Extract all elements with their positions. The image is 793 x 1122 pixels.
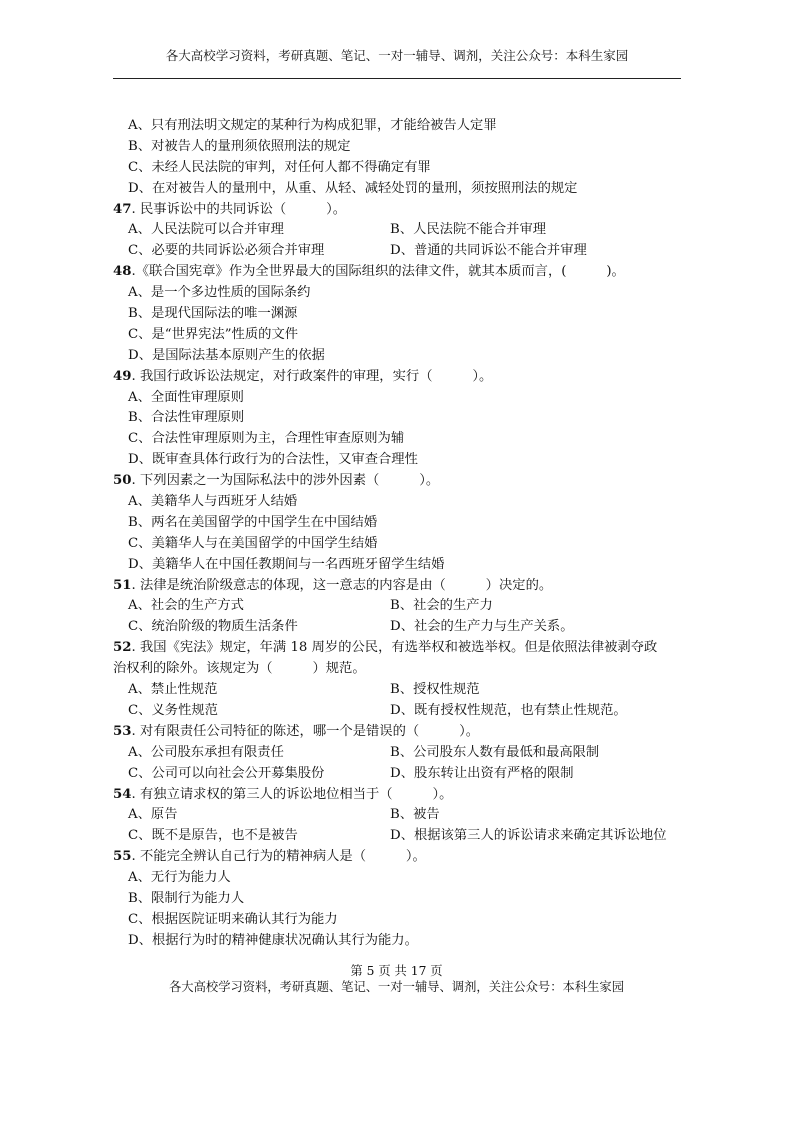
option-line: C、根据医院证明来确认其行为能力 <box>128 911 338 927</box>
option-left: C、既不是原告，也不是被告 <box>128 828 298 844</box>
page-number: 第 5 页 共 17 页 <box>350 964 443 978</box>
option-left: C、公司可以向社会公开募集股份 <box>128 765 325 781</box>
option-line: A、只有刑法明文规定的某种行为构成犯罪，才能给被告人定罪 <box>128 118 497 133</box>
option-line: D、是国际法基本原则产生的依据 <box>128 347 325 363</box>
option-row <box>113 220 688 241</box>
question-line <box>113 785 688 806</box>
option-right: D、既有授权性规范，也有禁止性规范。 <box>390 702 627 718</box>
question-number: 48 <box>113 264 132 280</box>
option-line: A、美籍华人与西班牙人结婚 <box>128 494 298 510</box>
option-left: C、统治阶级的物质生活条件 <box>128 619 298 635</box>
page-header: 各大高校学习资料，考研真题、笔记、一对一辅导、调剂，关注公众号：本科生家园 <box>165 48 629 63</box>
option-line: B、两名在美国留学的中国学生在中国结婚 <box>128 514 378 530</box>
option-left: A、公司股东承担有限责任 <box>128 744 284 760</box>
question-number: 55 <box>113 849 132 865</box>
question-number: 54 <box>113 786 132 802</box>
option-right: B、人民法院不能合并审理 <box>390 222 547 238</box>
option-line: D、在对被告人的量刑中，从重、从轻、减轻处罚的量刑，须按照刑法的规定 <box>128 180 578 196</box>
question-line <box>113 847 688 868</box>
option-left: A、社会的生产方式 <box>128 598 244 614</box>
question-text: . 下列因素之一为国际私法中的涉外因素（ ）。 <box>131 473 440 489</box>
option-right: D、普通的共同诉讼不能合并审理 <box>390 243 587 259</box>
option-right: B、社会的生产力 <box>390 598 493 614</box>
option-line: D、美籍华人在中国任教期间与一名西班牙留学生结婚 <box>128 556 445 572</box>
option-right: B、被告 <box>390 807 440 823</box>
option-line: C、合法性审理原则为主，合理性审查原则为辅 <box>128 431 405 447</box>
page-footer-note: 各大高校学习资料，考研真题、笔记、一对一辅导、调剂，关注公众号：本科生家园 <box>169 980 624 994</box>
question-number: 50 <box>113 473 132 489</box>
question-text: . 法律是统治阶级意志的体现，这一意志的内容是由（ ）决定的。 <box>131 577 553 593</box>
option-right: D、根据该第三人的诉讼请求来确定其诉讼地位 <box>390 828 667 844</box>
option-right: B、授权性规范 <box>390 682 480 698</box>
question-line <box>113 367 688 388</box>
option-row <box>113 701 688 722</box>
question-line <box>113 200 688 221</box>
question-continuation: 治权利的除外。该规定为（ ）规范。 <box>113 661 366 677</box>
option-line: A、无行为能力人 <box>128 870 231 886</box>
question-number: 52 <box>113 640 132 656</box>
question-line <box>113 638 688 659</box>
question-line <box>113 576 688 597</box>
question-text: . 我国行政诉讼法规定，对行政案件的审理，实行（ ）。 <box>131 368 493 384</box>
option-line: A、是一个多边性质的国际条约 <box>128 285 311 301</box>
question-list <box>113 116 688 952</box>
option-left: C、必要的共同诉讼必须合并审理 <box>128 243 325 259</box>
option-left: A、原告 <box>128 807 178 823</box>
question-text: . 我国《宪法》规定，年满 18 周岁的公民，有选举权和被选举权。但是依照法律被剥夺政 <box>131 640 658 656</box>
question-number: 51 <box>113 577 132 593</box>
option-line: B、是现代国际法的唯一渊源 <box>128 306 298 322</box>
option-row <box>113 680 688 701</box>
question-number: 49 <box>113 368 132 384</box>
option-line: B、限制行为能力人 <box>128 890 245 906</box>
option-right: D、社会的生产力与生产关系。 <box>390 619 574 635</box>
option-line: B、对被告人的量刑须依照刑法的规定 <box>128 138 351 154</box>
option-line: A、全面性审理原则 <box>128 389 244 405</box>
option-row <box>113 743 688 764</box>
question-text: .《联合国宪章》作为全世界最大的国际组织的法律文件，就其本质而言，( )。 <box>131 264 625 280</box>
question-line <box>113 262 688 283</box>
option-row <box>113 617 688 638</box>
question-text: . 不能完全辨认自己行为的精神病人是（ ）。 <box>131 849 426 865</box>
question-text: . 有独立请求权的第三人的诉讼地位相当于（ ）。 <box>131 786 453 802</box>
question-text: . 民事诉讼中的共同诉讼（ ）。 <box>131 201 347 217</box>
question-line <box>113 722 688 743</box>
option-line: C、是“世界宪法”性质的文件 <box>128 326 299 342</box>
option-right: D、股东转让出资有严格的限制 <box>390 765 574 781</box>
option-right: B、公司股东人数有最低和最高限制 <box>390 744 600 760</box>
option-row <box>113 826 688 847</box>
option-left: A、人民法院可以合并审理 <box>128 222 284 238</box>
option-line: D、根据行为时的精神健康状况确认其行为能力。 <box>128 932 418 948</box>
question-line <box>113 471 688 492</box>
option-line: C、未经人民法院的审判，对任何人都不得确定有罪 <box>128 159 431 175</box>
question-number: 53 <box>113 723 132 739</box>
question-text: . 对有限责任公司特征的陈述，哪一个是错误的（ ）。 <box>131 723 480 739</box>
option-line: D、既审查具体行政行为的合法性，又审查合理性 <box>128 452 418 468</box>
option-left: C、义务性规范 <box>128 702 218 718</box>
option-line: C、美籍华人与在美国留学的中国学生结婚 <box>128 535 378 551</box>
option-left: A、禁止性规范 <box>128 682 218 698</box>
option-row <box>113 241 688 262</box>
question-number: 47 <box>113 201 132 217</box>
option-row <box>113 596 688 617</box>
option-line: B、合法性审理原则 <box>128 410 245 426</box>
header-divider <box>113 78 681 79</box>
option-row <box>113 805 688 826</box>
option-row <box>113 764 688 785</box>
